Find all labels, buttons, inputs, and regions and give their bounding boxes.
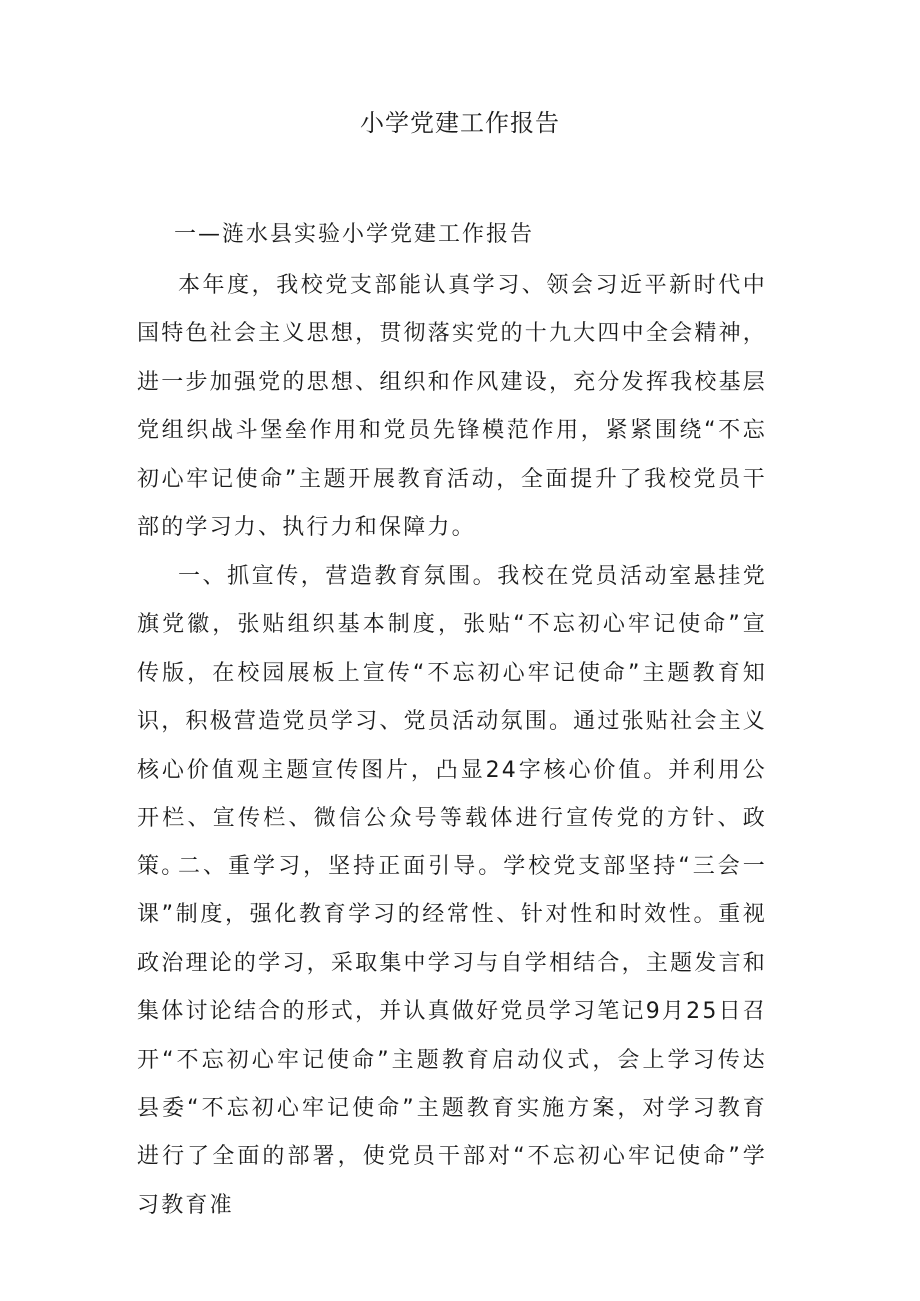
document-title: 小学党建工作报告: [360, 109, 560, 137]
paragraph-intro: 本年度，我校党支部能认真学习、领会习近平新时代中国特色社会主义思想，贯彻落实党的十九大四中全会精神，进一步加强党的思想、组织和作风建设，充分发挥我校基层党组织战斗堡垒作用和党员先锋模范作用，紧紧围绕“不忘初心牢记使命”主题开展教育活动，全面提升了我校党员干部的学习力、执行力和保障力。: [137, 273, 767, 541]
paragraph-publicity: 一、抓宣传，营造教育氛围。我校在党员活动室悬挂党旗党徽，张贴组织基本制度，张贴“不忘初心牢记使命”宣传版，在校园展板上宣传“不忘初心牢记使命”主题教育知识，积极营造党员学习、党员活动氛围。通过张贴社会主义核心价值观主题宣传图片，凸显24字核心价值。并利用公开栏、宣传栏、微信公众号等载体进行宣传党的方针、政策。: [137, 564, 767, 880]
paragraph-study: 二、重学习，坚持正面引导。学校党支部坚持“三会一课”制度，强化教育学习的经常性、针对性和时效性。重视政治理论的学习，采取集中学习与自学相结合，主题发言和集体讨论结合的形式，并认真做好党员学习笔记9月25日召开“不忘初心牢记使命”主题教育启动仪式，会上学习传达县委“不忘初心牢记使命”主题教育实施方案，对学习教育进行了全面的部署，使党员干部对“不忘初心牢记使命”学习教育准: [137, 854, 767, 1218]
document-subtitle: 一—涟水县实验小学党建工作报告: [174, 222, 535, 247]
